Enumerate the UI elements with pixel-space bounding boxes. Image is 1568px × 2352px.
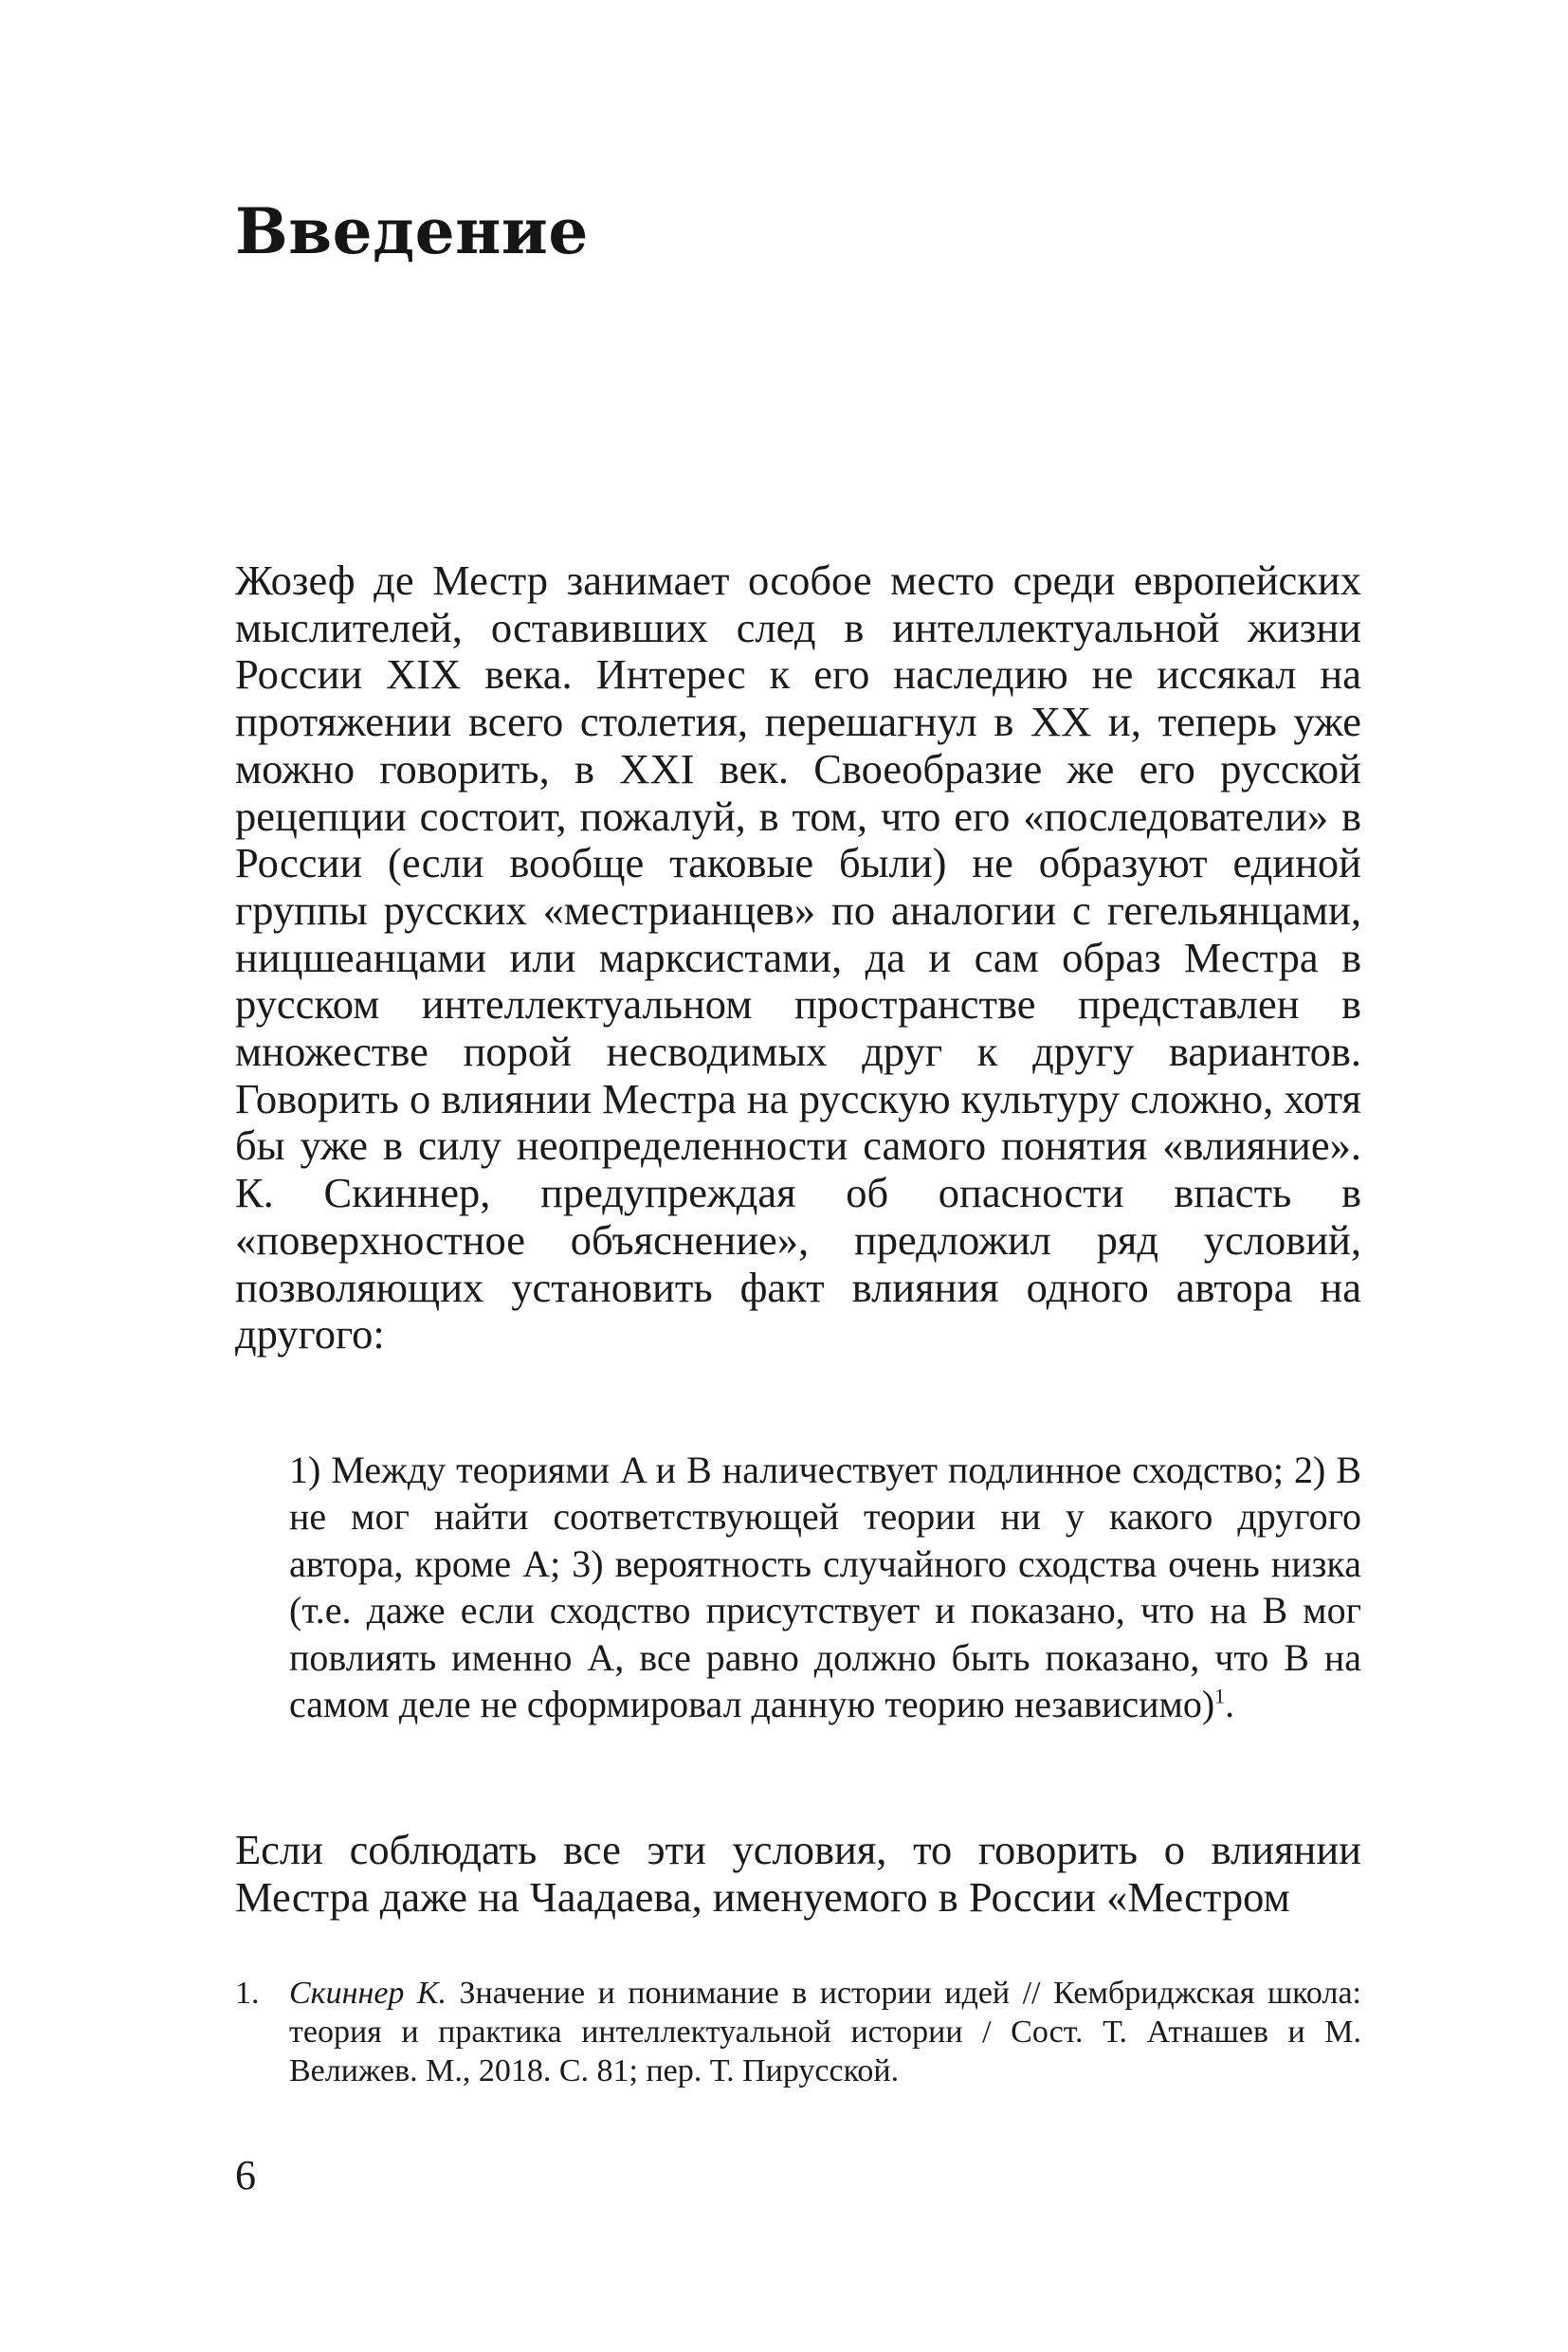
chapter-title: Введение xyxy=(235,194,589,268)
footnote-reference[interactable]: 1 xyxy=(1214,1684,1226,1708)
quote-text: 1) Между теориями A и B наличествует подлинное сходство; 2) B не мог найти соответствующей теории ни у какого другого автора, кроме A; 3) вероятность случайного сходства очень низка (т.е. даже если сходство присутствует и показано, что на B мог повлиять именно A, все равно должно быть показано, что B на самом деле не сформировал данную теорию независимо) xyxy=(289,1449,1361,1726)
paragraph-intro: Жозеф де Местр занимает особое место среди европейских мыслителей, оставивших след в интеллектуальной жизни России XIX века. Интерес к его наследию не иссякал на протяжении всего столетия, перешагнул в XX и, теперь уже можно говорить, в XXI век. Своеобразие же его русской рецепции состоит, пожалуй, в том, что его «последователи» в России (если вообще таковые были) не образуют единой группы русских «местрианцев» по аналогии с гегельянцами, ницшеанцами или марксистами, да и сам образ Местра в русском интеллектуальном пространстве представлен в множестве порой несводимых друг к другу вариантов. Говорить о влиянии Местра на русскую культуру сложно, хотя бы уже в силу неопределенности самого понятия «влияние». К. Скиннер, предупреждая об опасности впасть в «поверхностное объяснение», предложил ряд условий, позволяющих установить факт влияния одного автора на другого: xyxy=(235,556,1361,1358)
block-quote: 1) Между теориями A и B наличествует подлинное сходство; 2) B не мог найти соответствующей теории ни у какого другого автора, кроме A; 3) вероятность случайного сходства очень низка (т.е. даже если сходство присутствует и показано, что на B мог повлиять именно A, все равно должно быть показано, что B на самом деле не сформировал данную теорию независимо)$^1$. xyxy=(289,1449,1361,1726)
paragraph-continuation: Если соблюдать все эти условия, то говорить о влиянии Местра даже на Чаадаева, именуемого в России «Местром xyxy=(235,1826,1361,1921)
footnote-author: Скиннер К. xyxy=(289,1976,447,2011)
page-number: 6 xyxy=(235,2152,256,2198)
footnotes-section xyxy=(235,1974,1361,2090)
footnote-number: 1. xyxy=(235,1976,260,2011)
footnote-text xyxy=(289,1974,1361,2090)
footnote-body: Значение и понимание в истории идей // Кембриджская школа: теория и практика интеллектуальной истории / Сост. Т. Атнашев и М. Велижев. М., 2018. С. 81; пер. Т. Пирусской. xyxy=(289,1976,1361,2088)
footnote-item xyxy=(235,1974,1361,2090)
